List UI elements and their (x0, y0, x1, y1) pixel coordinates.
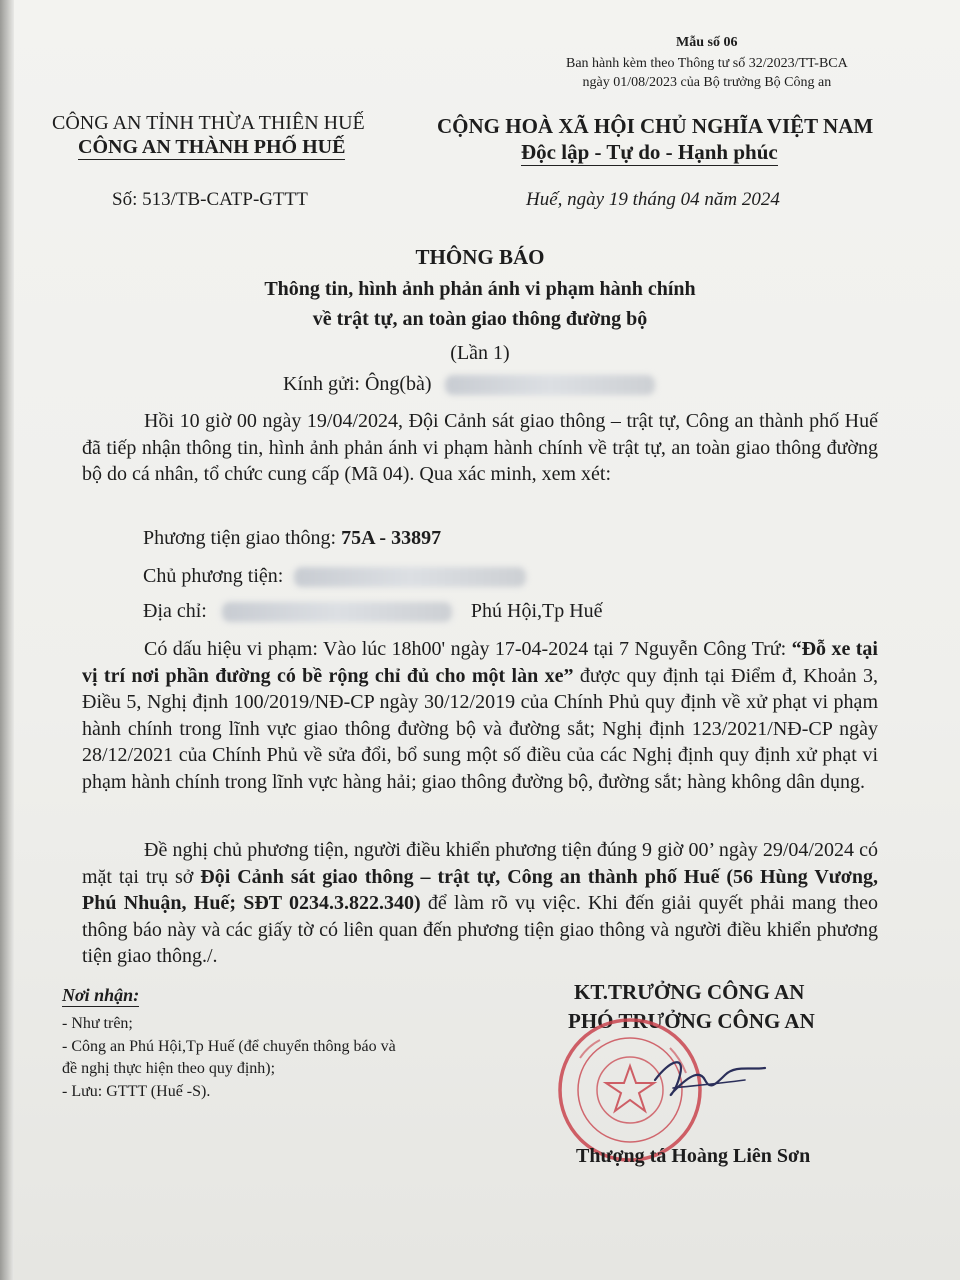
national-motto: Độc lập - Tự do - Hạnh phúc (521, 140, 778, 164)
page-title: THÔNG BÁO (415, 245, 545, 269)
salutation-label: Kính gửi: Ông(bà) (283, 373, 432, 395)
redacted-owner-name (294, 567, 526, 587)
page-shadow-edge (0, 0, 14, 1280)
redacted-street-address (222, 602, 452, 622)
violation-legal-basis: được quy định tại Điểm đ, Khoản 3, Điều 5, Nghị định 100/2019/NĐ-CP ngày 30/12/2019 của Chính Phủ quy định về xử phạt vi phạm hành chính trong lĩnh vực giao thông đường bộ và đường sắt; Nghị định 123/2021/NĐ-CP ngày 28/12/2021 của Chính Phủ về sửa đổi, bổ sung một số điều của các Nghị định quy định xử phạt vi phạm hành chính trong lĩnh vực hàng hải; giao thông đường bộ, đường sắt; hàng không dân dụng. (82, 664, 878, 793)
signature (645, 1040, 775, 1110)
signer-title-line-1: KT.TRƯỞNG CÔNG AN (574, 980, 805, 1004)
violation-intro: Có dấu hiệu vi phạm: Vào lúc 18h00' ngày 17-04-2024 tại 7 Nguyễn Công Trứ: (144, 638, 792, 660)
recipient-salutation (283, 373, 655, 396)
license-plate: 75A - 33897 (341, 527, 442, 549)
redacted-recipient-name (445, 375, 655, 395)
vehicle-label: Phương tiện giao thông: (143, 527, 337, 549)
form-number: Mẫu số 06 (676, 35, 738, 50)
owner-label: Chủ phương tiện: (143, 565, 284, 587)
notice-subtitle-line-2: về trật tự, an toàn giao thông đường bộ (312, 308, 648, 330)
document-date: Huế, ngày 19 tháng 04 năm 2024 (526, 189, 780, 210)
paragraph-request (82, 837, 878, 970)
request-office: Đội Cảnh sát giao thông – trật tự, Công an thành phố Huế (56 Hùng Vương, Phú Nhuận, Huế; SĐT 0234.3.822.340) (82, 865, 878, 914)
address-label: Địa chỉ: (143, 600, 207, 622)
recipient-item: - Lưu: GTTT (Huế -S). (62, 1082, 211, 1100)
recipients-heading: Nơi nhận: (62, 985, 140, 1005)
owner-field (143, 565, 526, 588)
paragraph-violation (82, 636, 878, 795)
issuing-agency: CÔNG AN THÀNH PHỐ HUẾ (78, 136, 346, 158)
document-number: Số: 513/TB-CATP-GTTT (112, 189, 308, 210)
parent-agency: CÔNG AN TỈNH THỪA THIÊN HUẾ (52, 112, 365, 134)
vehicle-field (143, 527, 441, 550)
request-intro: Đề nghị chủ phương tiện, người điều khiển phương tiện đúng 9 giờ 00’ ngày 29/04/2024 có mặt tại trụ sở (82, 839, 878, 888)
issuing-note (566, 54, 848, 92)
signer-title-line-2: PHÓ TRƯỞNG CÔNG AN (568, 1009, 815, 1033)
issuing-note-line-2: ngày 01/08/2023 của Bộ trưởng Bộ Công an (582, 75, 832, 90)
address-field (143, 600, 603, 623)
recipient-item: - Công an Phú Hội,Tp Huế (để chuyển thông báo và (62, 1037, 396, 1055)
recipient-item: - Như trên; (62, 1015, 133, 1032)
paragraph-intro: Hồi 10 giờ 00 ngày 19/04/2024, Đội Cảnh sát giao thông – trật tự, Công an thành phố Huế đã tiếp nhận thông tin, hình ảnh phản ánh vi phạm hành chính về trật tự, an toàn giao thông đường bộ do cá nhân, tổ chức cung cấp (Mã 04). Qua xác minh, xem xét: (82, 410, 878, 485)
issuing-note-line-1: Ban hành kèm theo Thông tư số 32/2023/TT-BCA (566, 56, 848, 71)
recipients-list (62, 1013, 396, 1103)
signer-name: Thượng tá Hoàng Liên Sơn (576, 1145, 811, 1167)
violation-description: “Đỗ xe tại vị trí nơi phần đường có bề rộng chỉ đủ cho một làn xe” (82, 638, 878, 687)
address-ward: Phú Hội,Tp Huế (470, 600, 603, 622)
notice-round: (Lần 1) (450, 342, 510, 364)
recipient-item: đề nghị thực hiện theo quy định); (62, 1060, 276, 1077)
request-outro: để làm rõ vụ việc. Khi đến giải quyết phải mang theo thông báo này và các giấy tờ có liên quan đến phương tiện giao thông và người điều khiển phương tiện giao thông./. (82, 892, 878, 967)
national-title: CỘNG HOÀ XÃ HỘI CHỦ NGHĨA VIỆT NAM (437, 114, 874, 138)
notice-subtitle-line-1: Thông tin, hình ảnh phản ánh vi phạm hành chính (264, 278, 696, 300)
